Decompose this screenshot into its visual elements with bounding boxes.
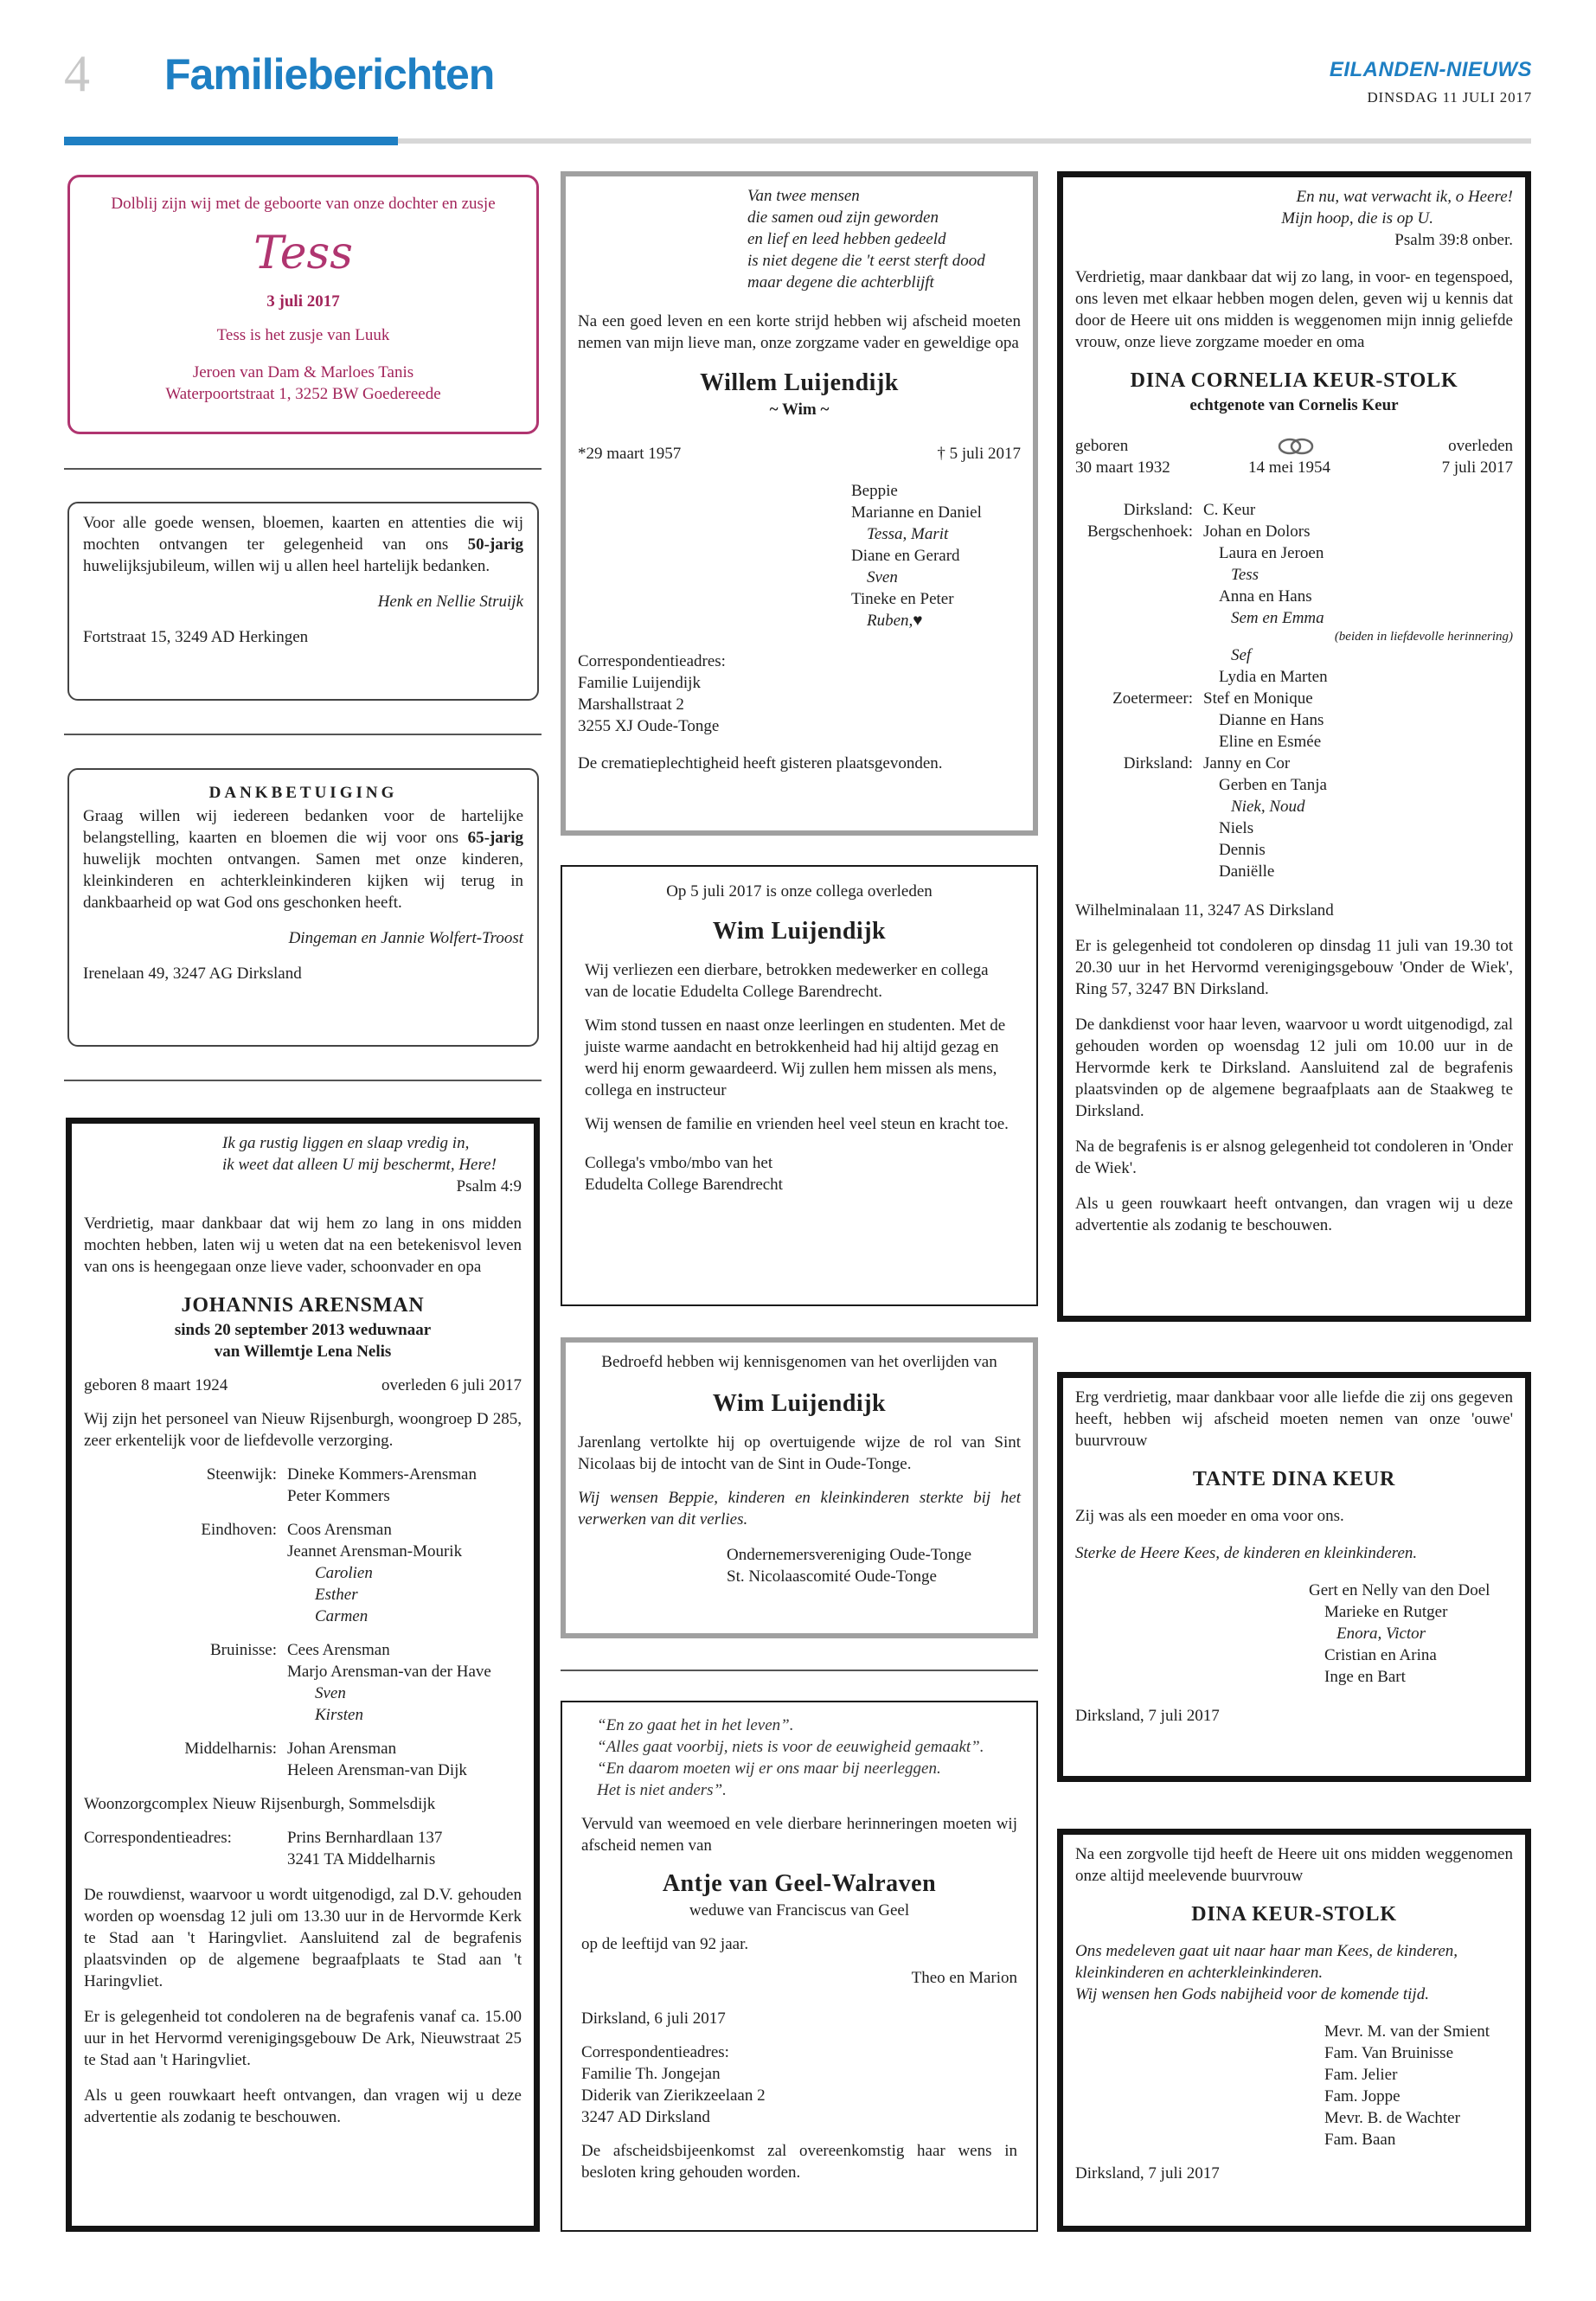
family-row (84, 1661, 522, 1682)
family-member: Tess (1231, 566, 1259, 584)
arensman-condolence: Er is gelegenheid tot condoleren na de begrafenis vanaf ca. 15.00 uur in het Hervormd verenigingsgebouw De Ark, Nieuwstraat 25 te Stad aan 't Haringvliet. (84, 2008, 522, 2069)
arensman-sub1: sinds 20 september 2013 weduwnaar (174, 1321, 432, 1339)
family-place: Eindhoven: (201, 1521, 277, 1539)
family-place: Dirksland: (1123, 754, 1193, 772)
willem-cremation: De crematieplechtigheid heeft gisteren plaatsgevonden. (578, 754, 943, 772)
born-date: geboren 8 maart 1924 (84, 1376, 228, 1394)
born-date: 30 maart 1932 (1075, 458, 1170, 477)
antje-intro: Vervuld van weemoed en vele dierbare herinneringen moeten wij afscheid nemen van (581, 1815, 1017, 1855)
family-member: Johan Arensman (287, 1740, 397, 1758)
family-row (1075, 629, 1513, 644)
verse-reference: Psalm 39:8 onber. (1394, 231, 1513, 249)
verse-line: die samen oud zijn geworden (747, 208, 939, 227)
notice-arensman (66, 1118, 540, 2232)
verse-line: En nu, wat verwacht ik, o Heere! (1296, 188, 1513, 206)
antje-widow: weduwe van Franciscus van Geel (689, 1901, 910, 1920)
corr-line: Correspondentieadres: (578, 652, 726, 670)
family-member: Beppie (851, 482, 898, 500)
family-row (84, 1541, 522, 1562)
dina-dates (1075, 435, 1513, 478)
dina-condolence: Er is gelegenheid tot condoleren op dinsdag 11 juli van 19.30 tot 20.30 uur in het Hervormd verenigingsgebouw 'Onder de Wiek', Ring 57, 3247 BN Dirksland. (1075, 937, 1513, 998)
separator (64, 734, 542, 735)
corr-line: Marshallstraat 2 (578, 695, 684, 714)
family-row (84, 1562, 522, 1584)
dankbetuiging-title: DANKBETUIGING (208, 784, 398, 802)
family-row (84, 1485, 522, 1507)
family-member: Dianne en Hans (1219, 711, 1324, 729)
verse-line: is niet degene die 't eerst sterft dood (747, 252, 985, 270)
antje-correspondence (581, 2041, 1017, 2128)
arensman-staff: Wij zijn het personeel van Nieuw Rijsenburgh, woongroep D 285, zeer erkentelijk voor de liefdevolle verzorging. (84, 1410, 522, 1450)
died-date: † 5 juli 2017 (937, 445, 1021, 463)
verse-line: maar degene die achterblijft (747, 273, 934, 292)
tante-family (1075, 1580, 1513, 1688)
dina-card: Als u geen rouwkaart heeft ontvangen, dan vragen wij u deze advertentie als zodanig te beschouwen. (1075, 1195, 1513, 1234)
thanks-signature: Henk en Nellie Struijk (377, 593, 523, 611)
family-member: Lydia en Marten (1219, 668, 1328, 686)
sibling-line: Tess is het zusje van Luuk (216, 326, 390, 344)
family-row (1075, 774, 1513, 796)
family-row (1075, 586, 1513, 607)
family-member: Niek, Noud (1231, 798, 1305, 816)
arensman-name: JOHANNIS ARENSMAN (181, 1294, 425, 1317)
willem-name: Willem Luijendijk (700, 369, 899, 396)
family-group (84, 1639, 522, 1726)
family-place: Bergschenhoek: (1086, 522, 1193, 541)
signer: Mevr. M. van der Smient (1324, 2022, 1490, 2041)
born-label: geboren (1075, 437, 1129, 455)
notice-college (561, 865, 1038, 1306)
willem-family (578, 480, 1021, 631)
corr-line: Familie Luijendijk (578, 674, 701, 692)
header-rule-blue (64, 137, 398, 145)
thanks-address: Fortstraat 15, 3249 AD Herkingen (83, 628, 309, 646)
dina-name: DINA CORNELIA KEUR-STOLK (1130, 369, 1458, 392)
college-name: Wim Luijendijk (712, 918, 887, 945)
family-row (1075, 861, 1513, 882)
family-member: Janny en Cor (1203, 754, 1291, 772)
family-row (1075, 499, 1513, 521)
quote-line: Het is niet anders”. (597, 1781, 727, 1799)
tante-p2: Sterke de Heere Kees, de kinderen en kleinkinderen. (1075, 1544, 1418, 1562)
family-member: Jeannet Arensman-Mourik (287, 1542, 463, 1561)
family-member: Gert en Nelly van den Doel (1309, 1581, 1490, 1599)
family-place: Zoetermeer: (1112, 689, 1193, 708)
family-row (84, 1519, 522, 1541)
tante-p1: Zij was als een moeder en oma voor ons. (1075, 1507, 1344, 1525)
section-title: Familieberichten (164, 50, 495, 99)
family-row (1075, 607, 1513, 629)
family-place: Steenwijk: (206, 1465, 277, 1484)
arensman-service: De rouwdienst, waarvoor u wordt uitgenodigd, zal D.V. gehouden worden op woensdag 12 juli om 13.30 uur in de Hervormde Kerk te Stad aan 't Haringvliet. Aansluitend zal de begrafenis plaatsvinden op de algemene begraafplaats te Stad aan 't Haringvliet. (84, 1886, 522, 1990)
family-member: Anna en Hans (1219, 587, 1312, 606)
signer: Fam. Van Bruinisse (1324, 2044, 1454, 2062)
college-p2: Wim stond tussen en naast onze leerlingen en studenten. Met de juiste warme aandacht en betrokkenheid had hij altijd gezag en werd hij enorm gewaardeerd. Wij zullen hem missen als mens, collega en instructeur (585, 1016, 1006, 1099)
signer: Mevr. B. de Wachter (1324, 2109, 1460, 2127)
verse-line: Mijn hoop, die is op U. (1281, 209, 1433, 228)
family-row (1075, 731, 1513, 753)
family-member: Dineke Kommers-Arensman (287, 1465, 477, 1484)
verse-line: Ik ga rustig liggen en slaap vredig in, (222, 1134, 470, 1152)
family-member: Cees Arensman (287, 1641, 390, 1659)
family-group (84, 1738, 522, 1781)
family-row (84, 1759, 522, 1781)
buur-place-date: Dirksland, 7 juli 2017 (1075, 2164, 1220, 2182)
family-member: Coos Arensman (287, 1521, 392, 1539)
separator (64, 468, 542, 470)
buur-p2: Wij wensen hen Gods nabijheid voor de komende tijd. (1075, 1985, 1429, 2003)
family-row (1075, 817, 1513, 839)
family-row (1075, 564, 1513, 586)
newspaper-logo: EILANDEN-NIEUWS (1329, 58, 1532, 81)
sint-intro: Bedroefd hebben wij kennisgenomen van het overlijden van (601, 1353, 997, 1371)
family-place: Bruinisse: (209, 1641, 277, 1659)
family-member: Eline en Esmée (1219, 733, 1322, 751)
separator (561, 1670, 1038, 1671)
family-member: Daniëlle (1219, 862, 1275, 881)
family-row (1075, 521, 1513, 542)
antje-place-date: Dirksland, 6 juli 2017 (581, 2009, 726, 2028)
died-label: overleden (1448, 437, 1513, 455)
separator (64, 1080, 542, 1081)
family-member: Ruben,♥ (867, 612, 923, 630)
notice-antje (561, 1701, 1038, 2232)
family-place: Dirksland: (1123, 501, 1193, 519)
wedding-rings-icon (1276, 437, 1316, 456)
family-member: Sven (867, 568, 898, 586)
dina-service: De dankdienst voor haar leven, waarvoor u wordt uitgenodigd, zal gehouden worden op woensdag 12 juli om 10.00 uur in de Hervormde kerk te Dirksland. Aansluitend zal de begrafenis plaatsvinden op de algemene begraafplaats aan de Staakweg te Dirksland. (1075, 1016, 1513, 1120)
birth-address: Waterpoortstraat 1, 3252 BW Goedereede (165, 385, 441, 403)
willem-nickname: ~ Wim ~ (769, 401, 830, 419)
dina-address: Wilhelminalaan 11, 3247 AS Dirksland (1075, 901, 1334, 920)
family-member: Peter Kommers (287, 1487, 390, 1505)
notice-dina (1057, 171, 1531, 1322)
corr-line: 3247 AD Dirksland (581, 2108, 710, 2126)
family-member: Sem en Emma (1231, 609, 1324, 627)
birth-intro: Dolblij zijn wij met de geboorte van onze dochter en zusje (111, 195, 496, 213)
birth-announcement (67, 175, 539, 434)
buur-intro: Na een zorgvolle tijd heeft de Heere uit ons midden weggenomen onze altijd meelevende buurvrouw (1075, 1845, 1513, 1885)
arensman-family (84, 1464, 522, 1781)
notice-tante (1057, 1372, 1531, 1782)
family-row (1075, 688, 1513, 709)
family-member: Enora, Victor (1336, 1625, 1426, 1643)
thanks-text: Voor alle goede wensen, bloemen, kaarten en attenties die wij mochten ontvangen ter gelegenheid van ons 50-jarig huwelijksjubileum, willen wij u allen heel hartelijk bedanken. (83, 514, 523, 575)
family-member: Marjo Arensman-van der Have (287, 1663, 491, 1681)
verse-line: Van twee mensen (747, 187, 860, 205)
tante-place-date: Dirksland, 7 juli 2017 (1075, 1707, 1220, 1725)
family-member: Esther (315, 1586, 358, 1604)
antje-farewell: De afscheidsbijeenkomst zal overeenkomstig haar wens in besloten kring gehouden worden. (581, 2142, 1017, 2182)
family-member: Marianne en Daniel (851, 503, 982, 522)
thanks-dankbetuiging (67, 768, 539, 1047)
family-group (84, 1519, 522, 1627)
willem-intro: Na een goed leven en een korte strijd hebben wij afscheid moeten nemen van mijn lieve man, onze zorgzame vader en geweldige opa (578, 312, 1021, 352)
family-member: Sven (315, 1684, 346, 1702)
signer: Fam. Jelier (1324, 2066, 1398, 2084)
family-row (84, 1704, 522, 1726)
corr-line: 3255 XJ Oude-Tonge (578, 717, 720, 735)
family-member: Kirsten (315, 1706, 363, 1724)
dankbetuiging-text: Graag willen wij iedereen bedanken voor de hartelijke belangstelling, kaarten en bloemen die wij voor ons 65-jarig huwelijk mochten ontvangen. Samen met onze kinderen, kleinkinderen en achterkleinkinderen kijken wij terug in dankbaarheid op wat God ons geschonken heeft. (83, 807, 523, 912)
died-date: 7 juli 2017 (1441, 458, 1513, 477)
corr-street: Prins Bernhardlaan 137 (287, 1829, 443, 1847)
parents: Jeroen van Dam & Marloes Tanis (192, 363, 414, 381)
family-member: Stef en Monique (1203, 689, 1313, 708)
buur-name: DINA KEUR-STOLK (1191, 1903, 1397, 1926)
tante-name: TANTE DINA KEUR (1192, 1468, 1396, 1490)
family-member: Tineke en Peter (851, 590, 954, 608)
family-row (1075, 839, 1513, 861)
family-row (1075, 753, 1513, 774)
family-row (1075, 709, 1513, 731)
college-sign1: Collega's vmbo/mbo van het (585, 1154, 773, 1172)
corr-label: Correspondentieadres: (84, 1829, 232, 1847)
antje-name: Antje van Geel-Walraven (662, 1870, 937, 1897)
buur-signers (1075, 2021, 1513, 2150)
corr-line: Diderik van Zierikzeelaan 2 (581, 2086, 766, 2105)
family-member: Cristian en Arina (1324, 1646, 1437, 1664)
born-date: *29 maart 1957 (578, 445, 682, 463)
family-row (1075, 542, 1513, 564)
arensman-complex: Woonzorgcomplex Nieuw Rijsenburgh, Sommelsdijk (84, 1795, 436, 1813)
verse-line: ik weet dat alleen U mij beschermt, Here! (222, 1156, 497, 1174)
arensman-card: Als u geen rouwkaart heeft ontvangen, dan vragen wij u deze advertentie als zodanig te beschouwen. (84, 2086, 522, 2126)
verse-line: en lief en leed hebben gedeeld (747, 230, 946, 248)
family-row (84, 1606, 522, 1627)
family-member: Dennis (1219, 841, 1266, 859)
antje-age: op de leeftijd van 92 jaar. (581, 1935, 749, 1953)
issue-date: DINSDAG 11 JULI 2017 (1367, 89, 1532, 106)
baby-name: Tess (253, 228, 353, 279)
family-group (84, 1464, 522, 1507)
family-row (84, 1464, 522, 1485)
sint-name: Wim Luijendijk (712, 1390, 887, 1417)
family-member: Sef (1231, 646, 1252, 664)
college-intro: Op 5 juli 2017 is onze collega overleden (666, 882, 933, 901)
family-place: Middelharnis: (184, 1740, 277, 1758)
arensman-intro: Verdrietig, maar dankbaar dat wij hem zo lang in ons midden mochten hebben, laten wij u weten dat na een betekenisvol leven van ons is heengegaan onze lieve vader, schoonvader en opa (84, 1215, 522, 1276)
family-row (1075, 666, 1513, 688)
dankbetuiging-signature: Dingeman en Jannie Wolfert-Troost (288, 929, 523, 947)
dina-intro: Verdrietig, maar dankbaar dat wij zo lang, in voor- en tegenspoed, ons leven met elkaar hebben mogen delen, geven wij u kennis dat door de Heere uit ons midden is weggenomen mijn innig geliefde vrouw, onze lieve zorgzame moeder en oma (1075, 268, 1513, 351)
header-rule-grey (398, 138, 1531, 144)
sint-sign2: St. Nicolaascomité Oude-Tonge (727, 1567, 937, 1586)
died-date: overleden 6 juli 2017 (381, 1376, 522, 1394)
sint-sign1: Ondernemersvereniging Oude-Tonge (727, 1546, 972, 1564)
family-member: Diane en Gerard (851, 547, 960, 565)
quote-line: “En zo gaat het in het leven”. (597, 1716, 794, 1734)
antje-signature: Theo en Marion (911, 1969, 1017, 1987)
family-member: Carmen (315, 1607, 369, 1625)
family-member: Gerben en Tanja (1219, 776, 1327, 794)
family-row (84, 1639, 522, 1661)
verse-reference: Psalm 4:9 (456, 1177, 522, 1195)
thanks-jubilee (67, 502, 539, 701)
quote-line: “Alles gaat voorbij, niets is voor de eeuwigheid gemaakt”. (597, 1738, 984, 1756)
corr-line: Correspondentieadres: (581, 2043, 729, 2061)
family-member: C. Keur (1203, 501, 1256, 519)
tante-intro: Erg verdrietig, maar dankbaar voor alle liefde die zij ons gegeven heeft, hebben wij afscheid moeten nemen van onze 'ouwe' buurvrouw (1075, 1388, 1513, 1450)
family-row (1075, 644, 1513, 666)
arensman-correspondence (84, 1827, 522, 1870)
page-number: 4 (64, 45, 90, 102)
sint-p2: Wij wensen Beppie, kinderen en kleinkinderen sterkte bij het verwerken van dit verlies. (578, 1489, 1021, 1529)
notice-willem (561, 171, 1038, 836)
dina-spouse: echtgenote van Cornelis Keur (1189, 396, 1399, 414)
signer: Fam. Baan (1324, 2131, 1396, 2149)
corr-city: 3241 TA Middelharnis (287, 1850, 436, 1868)
college-p3: Wij wensen de familie en vrienden heel veel steun en kracht toe. (585, 1115, 1009, 1133)
sint-p1: Jarenlang vertolkte hij op overtuigende wijze de rol van Sint Nicolaas bij de intocht van de Sint in Oude-Tonge. (578, 1433, 1021, 1473)
dankbetuiging-address: Irenelaan 49, 3247 AG Dirksland (83, 965, 302, 983)
family-member: (beiden in liefdevolle herinnering) (1334, 630, 1513, 644)
notice-buurvrouw (1057, 1829, 1531, 2232)
corr-line: Familie Th. Jongejan (581, 2065, 721, 2083)
family-row (84, 1682, 522, 1704)
family-member: Carolien (315, 1564, 373, 1582)
dina-family (1075, 499, 1513, 882)
family-row (1075, 796, 1513, 817)
college-p1: Wij verliezen een dierbare, betrokken medewerker en collega van de locatie Edudelta College Barendrecht. (585, 961, 989, 1001)
college-sign2: Edudelta College Barendrecht (585, 1176, 783, 1194)
family-member: Inge en Bart (1324, 1668, 1406, 1686)
willem-dates (578, 443, 1021, 465)
willem-correspondence (578, 651, 1021, 737)
family-row (84, 1584, 522, 1606)
family-member: Laura en Jeroen (1219, 544, 1324, 562)
family-row (84, 1738, 522, 1759)
buur-p1: Ons medeleven gaat uit naar haar man Kees, de kinderen, kleinkinderen en achterkleinkinderen. (1075, 1942, 1458, 1982)
marriage-date: 14 mei 1954 (1248, 458, 1330, 477)
arensman-dates (84, 1375, 522, 1396)
birth-date: 3 juli 2017 (266, 292, 340, 311)
family-member: Johan en Dolors (1203, 522, 1311, 541)
dina-after: Na de begrafenis is er alsnog gelegenheid tot condoleren in 'Onder de Wiek'. (1075, 1138, 1513, 1177)
arensman-sub2: van Willemtje Lena Nelis (214, 1343, 392, 1361)
family-member: Tessa, Marit (867, 525, 949, 543)
signer: Fam. Joppe (1324, 2087, 1401, 2106)
family-member: Heleen Arensman-van Dijk (287, 1761, 467, 1779)
notice-sint (561, 1337, 1038, 1638)
family-member: Niels (1219, 819, 1254, 837)
quote-line: “En daarom moeten wij er ons maar bij neerleggen. (597, 1759, 941, 1778)
family-member: Marieke en Rutger (1324, 1603, 1448, 1621)
